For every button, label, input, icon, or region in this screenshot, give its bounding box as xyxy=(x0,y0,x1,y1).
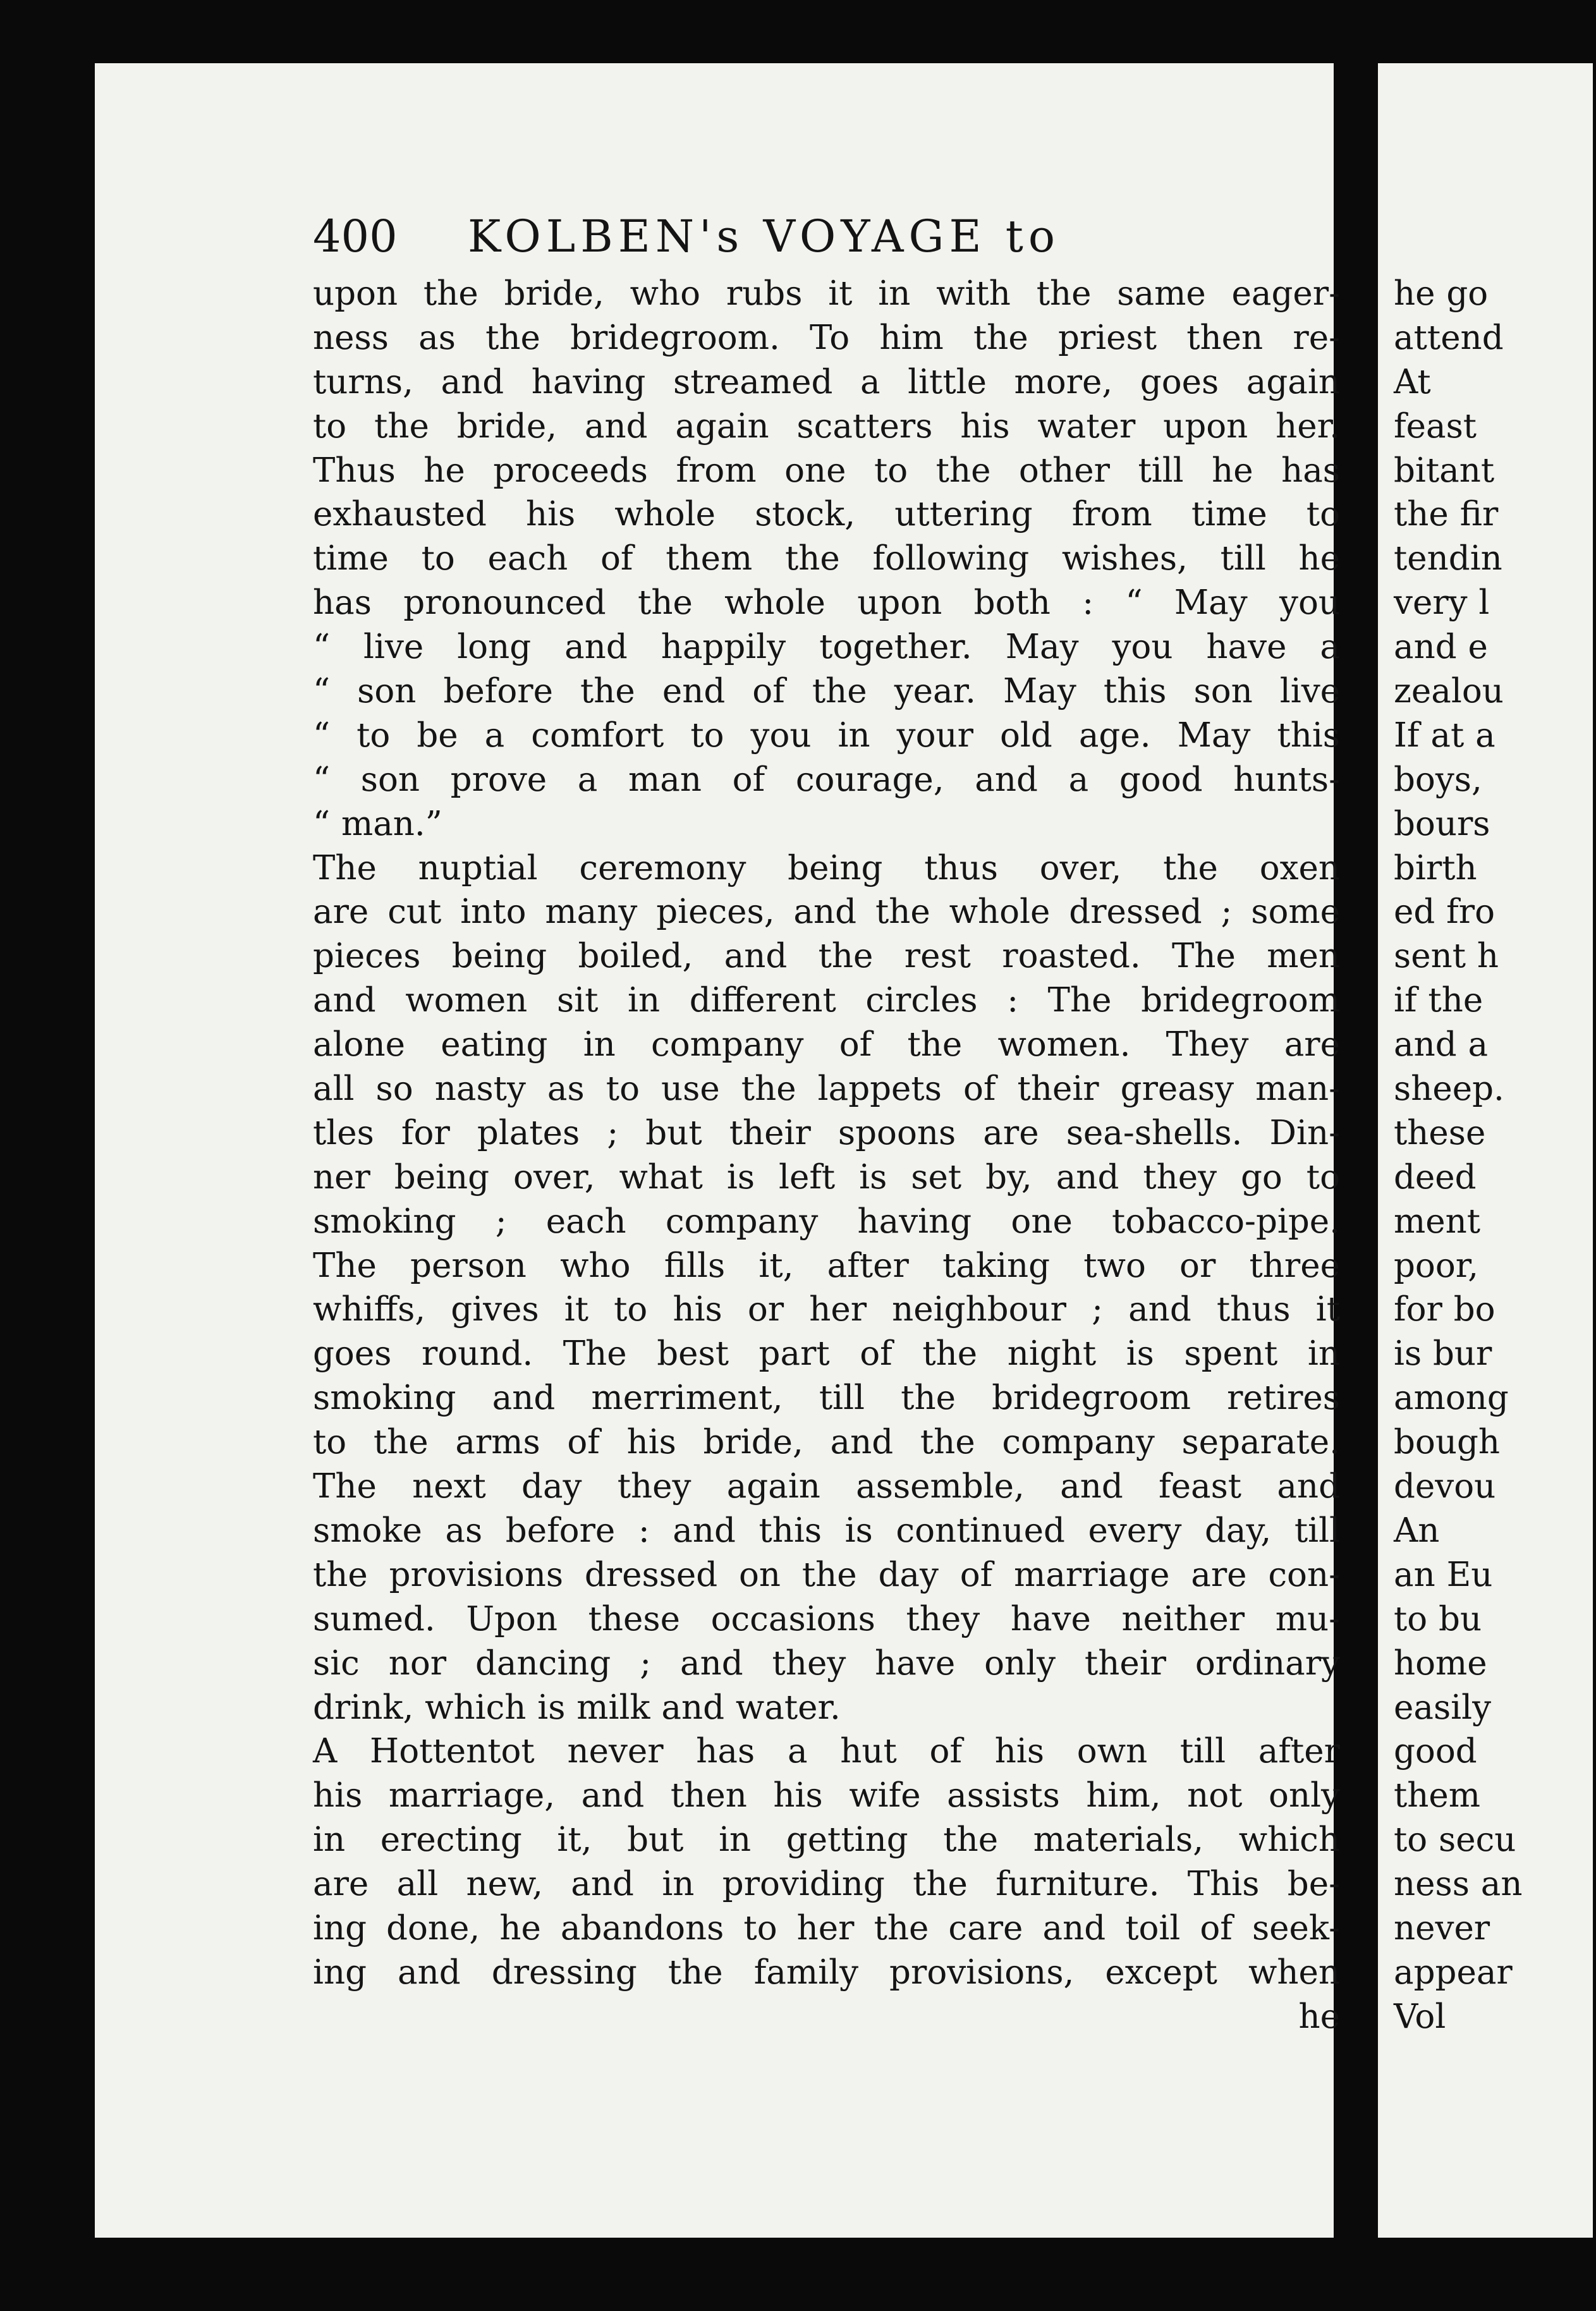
text-line: his marriage, and then his wife assists him, not only xyxy=(313,1776,1340,1815)
running-title: KOLBEN's VOYAGE to xyxy=(468,210,1061,262)
text-line: these xyxy=(1394,1113,1486,1152)
text-line: boys, xyxy=(1394,760,1482,799)
text-line: smoke as before : and this is continued every day, till xyxy=(313,1511,1340,1550)
catchword: he xyxy=(1298,1997,1340,2036)
text-line: he go xyxy=(1394,274,1489,313)
text-line: sic nor dancing ; and they have only their ordinary xyxy=(313,1643,1340,1683)
text-line: birth xyxy=(1394,848,1477,887)
text-line: easily xyxy=(1394,1688,1492,1727)
text-line: an Eu xyxy=(1394,1555,1493,1594)
text-line: are all new, and in providing the furniture. This be- xyxy=(313,1865,1340,1904)
text-line: the provisions dressed on the day of marriage are con- xyxy=(313,1555,1340,1594)
text-line: “ to be a comfort to you in your old age. May this xyxy=(313,716,1340,755)
text-line: devou xyxy=(1394,1467,1496,1506)
text-line: An xyxy=(1394,1511,1440,1550)
right-page-text xyxy=(1394,272,1596,2039)
text-line: bough xyxy=(1394,1423,1501,1462)
text-line: are cut into many pieces, and the whole dressed ; some xyxy=(313,893,1340,932)
text-line: bitant xyxy=(1394,451,1495,490)
text-line: ing done, he abandons to her the care and toil of seek- xyxy=(313,1908,1340,1948)
text-line: whiffs, gives it to his or her neighbour ; and thus it xyxy=(313,1290,1340,1329)
left-page xyxy=(95,63,1340,2238)
text-line: and women sit in different circles : The bridegroom xyxy=(313,981,1340,1020)
text-line: The nuptial ceremony being thus over, the oxen xyxy=(313,848,1340,887)
text-line: appear xyxy=(1394,1953,1513,1992)
text-line: sheep. xyxy=(1394,1070,1504,1109)
text-line: sumed. Upon these occasions they have neither mu- xyxy=(313,1599,1340,1638)
text-line: “ man.” xyxy=(313,804,442,843)
body-text xyxy=(313,272,1340,2039)
text-line: ner being over, what is left is set by, and they go to xyxy=(313,1157,1340,1197)
page-header xyxy=(313,199,1179,275)
text-line: to the arms of his bride, and the company separate. xyxy=(313,1423,1340,1462)
text-line: A Hottentot never has a hut of his own till after xyxy=(313,1732,1340,1771)
text-line: ment xyxy=(1394,1202,1481,1241)
text-line: among xyxy=(1394,1379,1509,1418)
text-line: “ son before the end of the year. May this son live xyxy=(313,672,1340,711)
text-line: to secu xyxy=(1394,1820,1516,1860)
text-line: goes round. The best part of the night is spent in xyxy=(313,1334,1340,1374)
text-line: deed xyxy=(1394,1157,1477,1197)
text-line: At xyxy=(1394,362,1431,401)
text-line: If at a xyxy=(1394,716,1495,755)
text-line: all so nasty as to use the lappets of their greasy man- xyxy=(313,1070,1340,1109)
text-line: ed fro xyxy=(1394,893,1495,932)
text-line: home xyxy=(1394,1643,1487,1683)
text-line: tles for plates ; but their spoons are sea-shells. Din- xyxy=(313,1113,1340,1152)
text-line: zealou xyxy=(1394,672,1504,711)
text-line: smoking and merriment, till the bridegroom retires xyxy=(313,1379,1340,1418)
text-line: in erecting it, but in getting the materials, which xyxy=(313,1820,1340,1860)
text-line: to bu xyxy=(1394,1599,1482,1638)
text-line: has pronounced the whole upon both : “ May you xyxy=(313,583,1340,623)
text-line: tendin xyxy=(1394,539,1502,578)
page-number: 400 xyxy=(313,210,398,262)
text-line: ness as the bridegroom. To him the priest then re- xyxy=(313,318,1340,357)
text-line: feast xyxy=(1394,406,1477,446)
text-line: is bur xyxy=(1394,1334,1492,1374)
text-line: very l xyxy=(1394,583,1490,623)
text-line: poor, xyxy=(1394,1246,1479,1285)
text-line: and e xyxy=(1394,628,1488,667)
text-line: attend xyxy=(1394,318,1504,357)
text-line: Thus he proceeds from one to the other till he has xyxy=(313,451,1340,490)
text-line: upon the bride, who rubs it in with the same eager- xyxy=(313,274,1340,313)
text-line: ness an xyxy=(1394,1865,1523,1904)
text-line: time to each of them the following wishes, till he xyxy=(313,539,1340,578)
text-line: good xyxy=(1394,1732,1477,1771)
text-line: alone eating in company of the women. They are xyxy=(313,1025,1340,1064)
text-line: the fir xyxy=(1394,495,1499,534)
text-line: “ live long and happily together. May you have a xyxy=(313,628,1340,667)
text-line: if the xyxy=(1394,981,1483,1020)
text-line: smoking ; each company having one tobacco-pipe. xyxy=(313,1202,1340,1241)
text-line: and a xyxy=(1394,1025,1489,1064)
text-line: never xyxy=(1394,1908,1490,1948)
text-line: for bo xyxy=(1394,1290,1495,1329)
text-line: The person who fills it, after taking two or three xyxy=(313,1246,1340,1285)
text-line: sent h xyxy=(1394,937,1499,976)
text-line: The next day they again assemble, and feast and xyxy=(313,1467,1340,1506)
text-line: drink, which is milk and water. xyxy=(313,1688,841,1727)
text-line: them xyxy=(1394,1776,1481,1815)
text-line: ing and dressing the family provisions, except when xyxy=(313,1953,1340,1992)
text-line: to the bride, and again scatters his water upon her. xyxy=(313,406,1340,446)
text-line: bours xyxy=(1394,804,1490,843)
text-line: turns, and having streamed a little more, goes again xyxy=(313,362,1340,401)
text-line: Vol xyxy=(1394,1997,1446,2036)
right-page-fragment xyxy=(1378,63,1593,2238)
text-line: “ son prove a man of courage, and a good hunts- xyxy=(313,760,1340,799)
text-line: exhausted his whole stock, uttering from time to xyxy=(313,495,1340,534)
text-line: pieces being boiled, and the rest roasted. The men xyxy=(313,937,1340,976)
